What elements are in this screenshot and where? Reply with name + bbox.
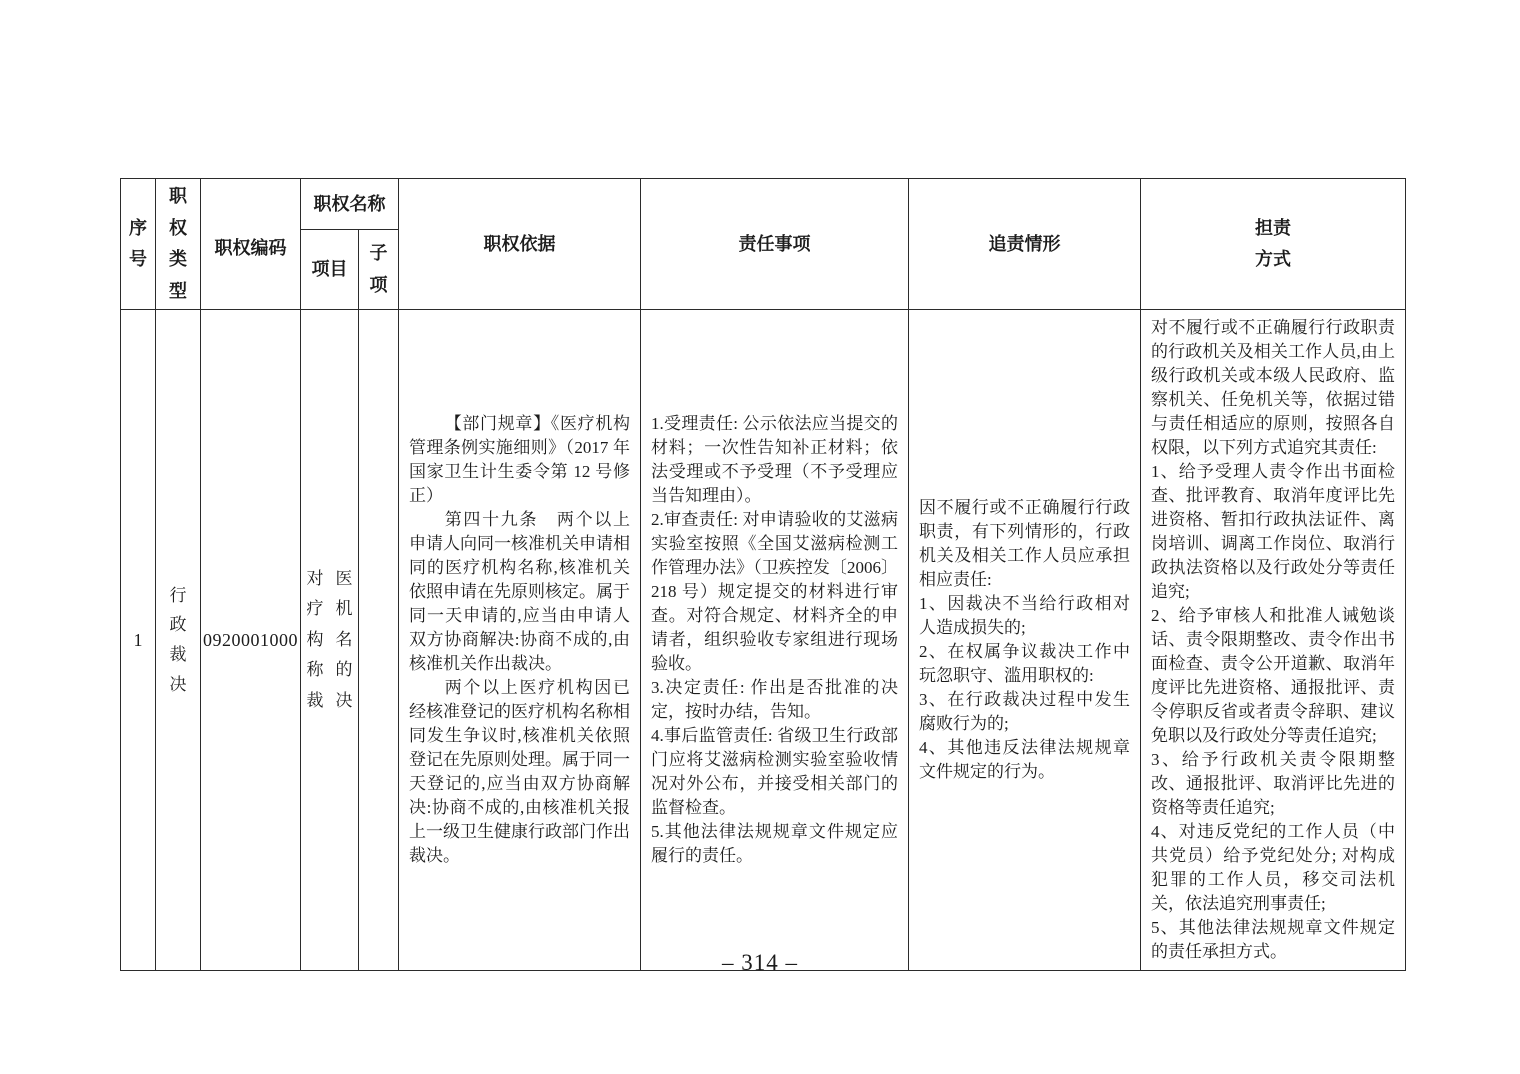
- cell-subitem: [359, 310, 399, 971]
- accountability-intro: 因不履行或不正确履行行政职责，有下列情形的，行政机关及相关工作人员应承担相应责任:: [919, 498, 1130, 589]
- header-power-basis-label: 职权依据: [483, 233, 556, 254]
- cell-project: [301, 310, 359, 971]
- power-matrix-table: [120, 178, 1406, 971]
- header-power-code: [201, 179, 301, 310]
- accountability-item: 3、在行政裁决过程中发生腐败行为的;: [919, 690, 1130, 733]
- project-value: 对医疗机构名称的裁决: [306, 568, 353, 710]
- power-basis-paragraph: 【部门规章】《医疗机构管理条例实施细则》（2017 年国家卫生计生委令第 12 号修正）: [409, 414, 630, 505]
- header-power-type: [156, 179, 201, 310]
- method-item: 5、其他法律法规规章文件规定的责任承担方式。: [1151, 918, 1395, 961]
- cell-power-type: [156, 310, 201, 971]
- method-item: 3、给予行政机关责令限期整改、通报批评、取消评比先进的资格等责任追究;: [1151, 750, 1395, 817]
- header-serial-label: 序号: [129, 217, 147, 269]
- header-accountability-label: 追责情形: [988, 233, 1061, 254]
- method-intro: 对不履行或不正确履行行政职责的行政机关及相关工作人员,由上级行政机关或本级人民政府、监察机关、任免机关等，依据过错与责任相适应的原则，按照各自权限，以下列方式追究其责任:: [1151, 318, 1395, 457]
- responsibility-item: 4.事后监管责任: 省级卫生行政部门应将艾滋病检测实验室验收情况对外公布，并接受相关部门的监督检查。: [651, 726, 898, 817]
- header-subitem-label: 子项: [369, 243, 388, 295]
- header-project: [301, 230, 359, 310]
- header-responsibility-label: 责任事项: [738, 233, 811, 254]
- header-power-code-label: 职权编码: [214, 237, 287, 258]
- power-type-value: 行政裁决: [169, 585, 187, 694]
- cell-power-code: 0920001000: [201, 310, 301, 971]
- cell-serial: 1: [121, 310, 156, 971]
- page-number: – 314 –: [722, 950, 798, 975]
- responsibility-item: 2.审查责任: 对申请验收的艾滋病实验室按照《全国艾滋病检测工作管理办法》（卫疾控发〔2006〕218 号）规定提交的材料进行审查。对符合规定、材料齐全的申请者，组织验收专家组进行现场验收。: [651, 510, 898, 673]
- header-power-basis: [399, 179, 641, 310]
- header-power-name-label: 职权名称: [313, 193, 386, 214]
- header-project-label: 项目: [311, 259, 348, 280]
- responsibility-item: 5.其他法律法规规章文件规定应履行的责任。: [651, 822, 898, 865]
- header-serial: [121, 179, 156, 310]
- header-responsibility: [641, 179, 909, 310]
- accountability-item: 1、因裁决不当给行政相对人造成损失的;: [919, 594, 1130, 637]
- header-subitem: [359, 230, 399, 310]
- power-basis-paragraph: 第四十九条 两个以上申请人向同一核准机关申请相同的医疗机构名称,核准机关依照申请在先原则核定。属于同一天申请的,应当由申请人双方协商解决:协商不成的,由核准机关作出裁决。: [409, 510, 630, 673]
- method-item: 1、给予受理人责令作出书面检查、批评教育、取消年度评比先进资格、暂扣行政执法证件、离岗培训、调离工作岗位、取消行政执法资格以及行政处分等责任追究;: [1151, 462, 1395, 601]
- table-row: [121, 310, 1406, 971]
- cell-responsibility: [641, 310, 909, 971]
- header-method-label: 担责方式: [1254, 218, 1291, 269]
- header-power-type-label: 职权类型: [169, 186, 187, 301]
- header-method: [1141, 179, 1406, 310]
- power-basis-paragraph: 两个以上医疗机构因已经核准登记的医疗机构名称相同发生争议时,核准机关依照登记在先原则处理。属于同一天登记的,应当由双方协商解决:协商不成的,由核准机关报上一级卫生健康行政部门作出裁决。: [409, 678, 630, 865]
- method-item: 2、给予审核人和批准人诫勉谈话、责令限期整改、责令作出书面检查、责令公开道歉、取消年度评比先进资格、通报批评、责令停职反省或者责令辞职、建议免职以及行政处分等责任追究;: [1151, 606, 1395, 745]
- method-item: 4、对违反党纪的工作人员（中共党员）给予党纪处分; 对构成犯罪的工作人员，移交司法机关，依法追究刑事责任;: [1151, 822, 1395, 913]
- cell-power-basis: [399, 310, 641, 971]
- accountability-item: 2、在权属争议裁决工作中玩忽职守、滥用职权的:: [919, 642, 1130, 685]
- responsibility-item: 1.受理责任: 公示依法应当提交的材料；一次性告知补正材料；依法受理或不予受理（不予受理应当告知理由）。: [651, 414, 898, 505]
- header-accountability: [909, 179, 1141, 310]
- cell-accountability: [909, 310, 1141, 971]
- responsibility-item: 3.决定责任: 作出是否批准的决定，按时办结，告知。: [651, 678, 898, 721]
- cell-method: [1141, 310, 1406, 971]
- header-power-name: [301, 179, 399, 230]
- accountability-item: 4、其他违反法律法规规章文件规定的行为。: [919, 738, 1130, 781]
